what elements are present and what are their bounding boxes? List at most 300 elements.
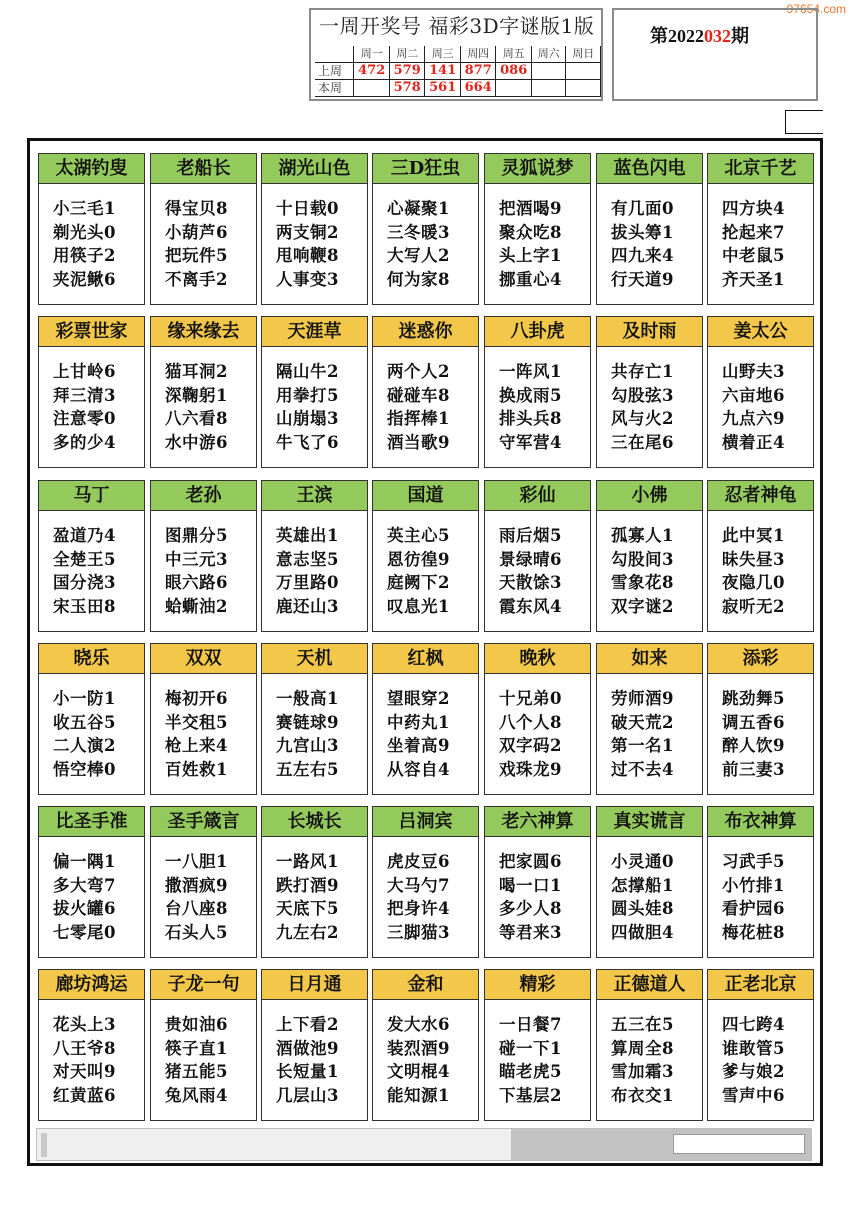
card-title: 金和: [373, 970, 478, 1000]
riddle-line: 中老鼠5: [722, 246, 785, 265]
riddle-line: 猫耳洞2: [165, 362, 228, 381]
card-title: 迷惑你: [373, 317, 478, 347]
riddle-lines: [708, 837, 813, 944]
draw-number: 141: [425, 63, 461, 80]
riddle-line: 抡起来7: [722, 222, 785, 242]
riddle-line: 双字码2: [499, 736, 562, 755]
riddle-line: 指挥棒1: [387, 409, 450, 428]
riddle-line: 勾股间3: [611, 549, 674, 569]
riddle-line: 跌打酒9: [276, 875, 339, 895]
riddle-line: 九点六9: [722, 409, 785, 428]
riddle-line: 两个人2: [387, 362, 450, 381]
riddle-line: 偏一隅1: [53, 852, 116, 871]
riddle-lines: [373, 184, 478, 291]
riddle-line: 小竹排1: [722, 875, 785, 895]
riddle-lines: [39, 511, 144, 618]
riddle-line: 把身许4: [387, 899, 450, 918]
riddle-line: 五三在5: [611, 1015, 674, 1034]
riddle-line: 一阵风1: [499, 362, 562, 381]
riddle-line: 破天荒2: [611, 712, 674, 732]
riddle-card: [484, 316, 591, 468]
card-title: 红枫: [373, 644, 478, 674]
riddle-lines: [39, 347, 144, 454]
draw-number: 561: [425, 80, 461, 97]
riddle-card: [261, 969, 368, 1121]
riddle-line: 谁敢管5: [722, 1038, 785, 1058]
riddle-line: 得宝贝8: [165, 199, 228, 218]
riddle-card: [261, 153, 368, 305]
riddle-line: 把玩件5: [165, 246, 228, 265]
riddle-line: 拔头筹1: [611, 222, 674, 242]
riddle-line: 宋玉田8: [53, 596, 116, 616]
riddle-line: 全楚王5: [53, 549, 116, 569]
draw-number: 664: [460, 80, 496, 97]
day-header: 周六: [531, 46, 566, 63]
card-title: 长城长: [262, 807, 367, 837]
draw-number: [566, 63, 601, 80]
riddle-line: 八六看8: [165, 409, 228, 428]
riddle-line: 盈道乃4: [53, 526, 116, 545]
riddle-lines: [597, 837, 702, 944]
card-title: 八卦虎: [485, 317, 590, 347]
draw-number: 472: [354, 63, 390, 80]
riddle-lines: [373, 837, 478, 944]
riddle-lines: [151, 511, 256, 618]
riddle-line: 怎撑船1: [611, 875, 674, 895]
card-title: 天机: [262, 644, 367, 674]
riddle-line: 挪重心4: [499, 269, 562, 289]
riddle-line: 恩彷徨9: [387, 549, 450, 569]
draw-results-table: [315, 46, 601, 97]
riddle-lines: [151, 837, 256, 944]
riddle-line: 猪五能5: [165, 1062, 228, 1081]
riddle-line: 人事变3: [276, 269, 339, 289]
card-title: 国道: [373, 481, 478, 511]
riddle-lines: [39, 837, 144, 944]
card-title: 廊坊鸿运: [39, 970, 144, 1000]
riddle-line: 撒酒疯9: [165, 875, 228, 895]
riddle-line: 等君来3: [499, 922, 562, 942]
riddle-card: [150, 480, 257, 632]
riddle-line: 雪加霜3: [611, 1062, 674, 1081]
riddle-line: 头上字1: [499, 246, 562, 265]
footer-bar: [36, 1128, 812, 1161]
riddle-line: 三脚猫3: [387, 922, 450, 942]
riddle-line: 小一防1: [53, 689, 116, 708]
riddle-line: 寂听无2: [722, 596, 785, 616]
riddle-line: 一八胆1: [165, 852, 228, 871]
riddle-line: 上下看2: [276, 1015, 339, 1034]
draw-number: 086: [496, 63, 532, 80]
card-title: 缘来缘去: [151, 317, 256, 347]
riddle-card: [372, 153, 479, 305]
riddle-line: 甩响鞭8: [276, 246, 339, 265]
riddle-lines: [262, 837, 367, 944]
riddle-lines: [708, 674, 813, 781]
riddle-line: 三在尾6: [611, 432, 674, 452]
card-title: 比圣手准: [39, 807, 144, 837]
riddle-line: 蛤蟖油2: [165, 596, 228, 616]
card-title: 晚秋: [485, 644, 590, 674]
riddle-line: 梅初开6: [165, 689, 228, 708]
draw-number: 579: [389, 63, 425, 80]
card-title: 湖光山色: [262, 154, 367, 184]
riddle-lines: [597, 184, 702, 291]
riddle-line: 英主心5: [387, 526, 450, 545]
riddle-line: 水中游6: [165, 432, 228, 452]
card-title: 王滨: [262, 481, 367, 511]
draw-number: [354, 80, 390, 97]
card-title: 忍者神龟: [708, 481, 813, 511]
riddle-card: [484, 969, 591, 1121]
riddle-line: 文明棍4: [387, 1062, 450, 1081]
riddle-line: 百姓救1: [165, 759, 228, 779]
card-title: 老六神算: [485, 807, 590, 837]
riddle-line: 上甘岭6: [53, 362, 116, 381]
riddle-line: 悟空棒0: [53, 759, 116, 779]
card-title: 灵狐说梦: [485, 154, 590, 184]
riddle-line: 十兄弟0: [499, 689, 562, 708]
riddle-line: 大写人2: [387, 246, 450, 265]
riddle-line: 看护园6: [722, 899, 785, 918]
row-label-last-week: 上周: [315, 63, 354, 80]
card-title: 正德道人: [597, 970, 702, 1000]
riddle-line: 多少人8: [499, 899, 562, 918]
card-title: 添彩: [708, 644, 813, 674]
riddle-line: 景绿晴6: [499, 549, 562, 569]
card-title: 双双: [151, 644, 256, 674]
riddle-line: 八个人8: [499, 712, 562, 732]
riddle-line: 过不去4: [611, 759, 674, 779]
riddle-line: 调五香6: [722, 712, 785, 732]
riddle-line: 排头兵8: [499, 409, 562, 428]
riddle-lines: [262, 347, 367, 454]
riddle-line: 把酒喝9: [499, 199, 562, 218]
card-title: 子龙一句: [151, 970, 256, 1000]
riddle-line: 戏珠龙9: [499, 759, 562, 779]
riddle-lines: [708, 511, 813, 618]
riddle-line: 聚众吃8: [499, 222, 562, 242]
issue-prefix: 第2022: [650, 26, 704, 46]
riddle-lines: [373, 674, 478, 781]
day-header: 周二: [389, 46, 425, 63]
riddle-line: 有几面0: [611, 199, 674, 218]
riddle-card: [596, 480, 703, 632]
riddle-card: [38, 806, 145, 958]
riddle-line: 石头人5: [165, 922, 228, 942]
riddle-lines: [151, 674, 256, 781]
riddle-line: 大马勺7: [387, 875, 450, 895]
riddle-lines: [485, 347, 590, 454]
riddle-line: 鹿还山3: [276, 596, 339, 616]
card-title: 小佛: [597, 481, 702, 511]
side-strip: [785, 110, 823, 134]
riddle-line: 劳师酒9: [611, 689, 674, 708]
riddle-card: [150, 153, 257, 305]
last-week-row: [315, 63, 601, 80]
riddle-line: 坐着高9: [387, 736, 450, 755]
site-watermark: 97654.com: [786, 2, 846, 16]
schedule-title: 一周开奖号 福彩3D字谜版1版: [319, 14, 595, 38]
riddle-line: 雪象花8: [611, 573, 674, 592]
draw-number: 578: [389, 80, 425, 97]
issue-box: [612, 8, 818, 101]
riddle-card: [38, 969, 145, 1121]
riddle-line: 小灵通0: [611, 852, 674, 871]
draw-number: [496, 80, 532, 97]
card-title: 及时雨: [597, 317, 702, 347]
riddle-line: 四做胆4: [611, 922, 674, 942]
riddle-line: 心凝聚1: [387, 199, 450, 218]
riddle-card: [707, 969, 814, 1121]
riddle-lines: [262, 511, 367, 618]
riddle-line: 横着正4: [722, 432, 785, 452]
riddle-card: [372, 643, 479, 795]
riddle-card: [596, 316, 703, 468]
riddle-lines: [485, 674, 590, 781]
riddle-lines: [708, 347, 813, 454]
riddle-line: 何为家8: [387, 269, 450, 289]
riddle-line: 雨后烟5: [499, 526, 562, 545]
card-title: 北京千艺: [708, 154, 813, 184]
riddle-line: 不离手2: [165, 269, 228, 289]
riddle-line: 夜隐几0: [722, 573, 785, 592]
riddle-line: 七零尾0: [53, 922, 116, 942]
riddle-line: 孤寡人1: [611, 526, 674, 545]
riddle-line: 拜三清3: [53, 385, 116, 405]
riddle-line: 圆头娃8: [611, 899, 674, 918]
riddle-lines: [151, 347, 256, 454]
day-header: 周四: [460, 46, 496, 63]
riddle-line: 能知源1: [387, 1085, 450, 1105]
riddle-line: 枪上来4: [165, 736, 228, 755]
riddle-line: 酒当歌9: [387, 432, 450, 452]
riddle-lines: [485, 511, 590, 618]
riddle-card: [38, 480, 145, 632]
riddle-line: 前三妻3: [722, 759, 785, 779]
card-title: 三D狂虫: [373, 154, 478, 184]
draw-number: 877: [460, 63, 496, 80]
riddle-line: 望眼穿2: [387, 689, 450, 708]
riddle-line: 虎皮豆6: [387, 852, 450, 871]
riddle-line: 长短量1: [276, 1062, 339, 1081]
issue-number-value: 032: [704, 26, 731, 46]
riddle-line: 酒做池9: [276, 1038, 339, 1058]
card-title: 老船长: [151, 154, 256, 184]
draw-number: [566, 80, 601, 97]
riddle-line: 多的少4: [53, 432, 116, 452]
riddle-line: 国分浇3: [53, 573, 116, 592]
day-header: 周五: [496, 46, 532, 63]
riddle-line: 一般高1: [276, 689, 339, 708]
riddle-line: 小葫芦6: [165, 222, 228, 242]
card-title: 天涯草: [262, 317, 367, 347]
riddle-line: 拔火罐6: [53, 899, 116, 918]
card-title: 蓝色闪电: [597, 154, 702, 184]
riddle-line: 醉人饮9: [722, 736, 785, 755]
riddle-line: 兔风雨4: [165, 1085, 228, 1105]
riddle-line: 半交租5: [165, 712, 228, 732]
riddle-lines: [151, 1000, 256, 1107]
riddle-line: 图鼎分5: [165, 526, 228, 545]
riddle-card: [261, 643, 368, 795]
riddle-line: 八王爷8: [53, 1038, 116, 1058]
riddle-card: [38, 153, 145, 305]
riddle-line: 眼六路6: [165, 573, 228, 592]
riddle-line: 几层山3: [276, 1085, 339, 1105]
day-header: 周三: [425, 46, 461, 63]
riddle-card: [261, 480, 368, 632]
riddle-line: 意志坚5: [276, 549, 339, 569]
riddle-line: 六亩地6: [722, 385, 785, 405]
riddle-line: 天底下5: [276, 899, 339, 918]
riddle-lines: [262, 184, 367, 291]
riddle-lines: [39, 184, 144, 291]
riddle-card: [707, 806, 814, 958]
riddle-card: [38, 316, 145, 468]
riddle-card: [707, 316, 814, 468]
riddle-lines: [373, 1000, 478, 1107]
riddle-line: 共存亡1: [611, 362, 674, 381]
riddle-line: 叹息光1: [387, 596, 450, 616]
riddle-line: 碰一下1: [499, 1038, 562, 1058]
riddle-line: 红黄蓝6: [53, 1085, 116, 1105]
riddle-card: [707, 480, 814, 632]
riddle-card: [372, 316, 479, 468]
riddle-line: 英雄出1: [276, 526, 339, 545]
issue-suffix: 期: [731, 26, 749, 46]
card-title: 正老北京: [708, 970, 813, 1000]
card-title: 彩仙: [485, 481, 590, 511]
footer-cap: [41, 1133, 47, 1157]
row-label-this-week: 本周: [315, 80, 354, 97]
riddle-lines: [597, 347, 702, 454]
riddle-line: 一日餐7: [499, 1015, 562, 1034]
draw-number: [531, 80, 566, 97]
riddle-lines: [39, 1000, 144, 1107]
riddle-line: 行天道9: [611, 269, 674, 289]
riddle-lines: [708, 1000, 813, 1107]
riddle-line: 中三元3: [165, 549, 228, 569]
riddle-card: [261, 806, 368, 958]
footer-slot: [673, 1134, 805, 1154]
riddle-card: [596, 153, 703, 305]
riddle-line: 把家圆6: [499, 852, 562, 871]
riddle-line: 小三毛1: [53, 199, 116, 218]
this-week-row: [315, 80, 601, 97]
riddle-card: [707, 643, 814, 795]
riddle-line: 第一名1: [611, 736, 674, 755]
riddle-card: [150, 969, 257, 1121]
riddle-line: 三冬暖3: [387, 222, 450, 242]
riddle-card: [150, 316, 257, 468]
day-header: 周一: [354, 46, 390, 63]
riddle-card: [150, 643, 257, 795]
riddle-line: 庭阙下2: [387, 573, 450, 592]
riddle-lines: [597, 1000, 702, 1107]
card-title: 精彩: [485, 970, 590, 1000]
riddle-line: 收五谷5: [53, 712, 116, 732]
riddle-line: 十日载0: [276, 199, 339, 218]
card-title: 日月通: [262, 970, 367, 1000]
day-header-row: [315, 46, 601, 63]
riddle-card: [261, 316, 368, 468]
riddle-line: 九宫山3: [276, 736, 339, 755]
riddle-lines: [151, 184, 256, 291]
riddle-line: 雪声中6: [722, 1085, 785, 1105]
riddle-line: 爹与娘2: [722, 1062, 785, 1081]
riddle-line: 一路风1: [276, 852, 339, 871]
riddle-line: 昧失昼3: [722, 549, 785, 569]
card-title: 布衣神算: [708, 807, 813, 837]
card-title: 老孙: [151, 481, 256, 511]
riddle-lines: [262, 1000, 367, 1107]
riddle-line: 台八座8: [165, 899, 228, 918]
riddle-line: 从容自4: [387, 759, 450, 779]
riddle-line: 花头上3: [53, 1015, 116, 1034]
riddle-line: 两支铜2: [276, 222, 339, 242]
riddle-line: 算周全8: [611, 1038, 674, 1058]
riddle-line: 四方块4: [722, 199, 785, 218]
riddle-lines: [373, 347, 478, 454]
riddle-lines: [597, 674, 702, 781]
day-header: 周日: [566, 46, 601, 63]
riddle-card: [372, 969, 479, 1121]
riddle-line: 深鞠躬1: [165, 385, 228, 405]
riddle-card: [372, 480, 479, 632]
riddle-line: 霞东风4: [499, 596, 562, 616]
riddle-line: 夹泥鳅6: [53, 269, 116, 289]
riddle-line: 瞄老虎5: [499, 1062, 562, 1081]
card-title: 圣手箴言: [151, 807, 256, 837]
riddle-line: 四九来4: [611, 246, 674, 265]
riddle-line: 中药丸1: [387, 712, 450, 732]
riddle-line: 九左右2: [276, 922, 339, 942]
riddle-line: 二人演2: [53, 736, 116, 755]
riddle-line: 布衣交1: [611, 1085, 674, 1105]
riddle-line: 山野夫3: [722, 362, 785, 381]
riddle-line: 守军营4: [499, 432, 562, 452]
riddle-card: [484, 480, 591, 632]
riddle-card: [38, 643, 145, 795]
riddle-card: [484, 153, 591, 305]
riddle-card: [150, 806, 257, 958]
riddle-lines: [597, 511, 702, 618]
card-title: 晓乐: [39, 644, 144, 674]
riddle-line: 赛链球9: [276, 712, 339, 732]
issue-number: [650, 22, 749, 48]
riddle-line: 贵如油6: [165, 1015, 228, 1034]
riddle-card: [484, 643, 591, 795]
riddle-line: 双字谜2: [611, 596, 674, 616]
riddle-lines: [485, 1000, 590, 1107]
riddle-lines: [39, 674, 144, 781]
riddle-line: 多大弯7: [53, 875, 116, 895]
card-title: 太湖钓叟: [39, 154, 144, 184]
weekly-draw-schedule: [309, 8, 603, 101]
riddle-card: [596, 643, 703, 795]
riddle-lines: [262, 674, 367, 781]
riddle-line: 牛飞了6: [276, 432, 339, 452]
riddle-line: 跳劲舞5: [722, 689, 785, 708]
riddle-line: 四七跨4: [722, 1015, 785, 1034]
card-title: 彩票世家: [39, 317, 144, 347]
riddle-line: 筷子直1: [165, 1038, 228, 1058]
riddle-lines: [708, 184, 813, 291]
card-title: 真实谎言: [597, 807, 702, 837]
riddle-line: 勾股弦3: [611, 385, 674, 405]
riddle-line: 换成雨5: [499, 385, 562, 405]
